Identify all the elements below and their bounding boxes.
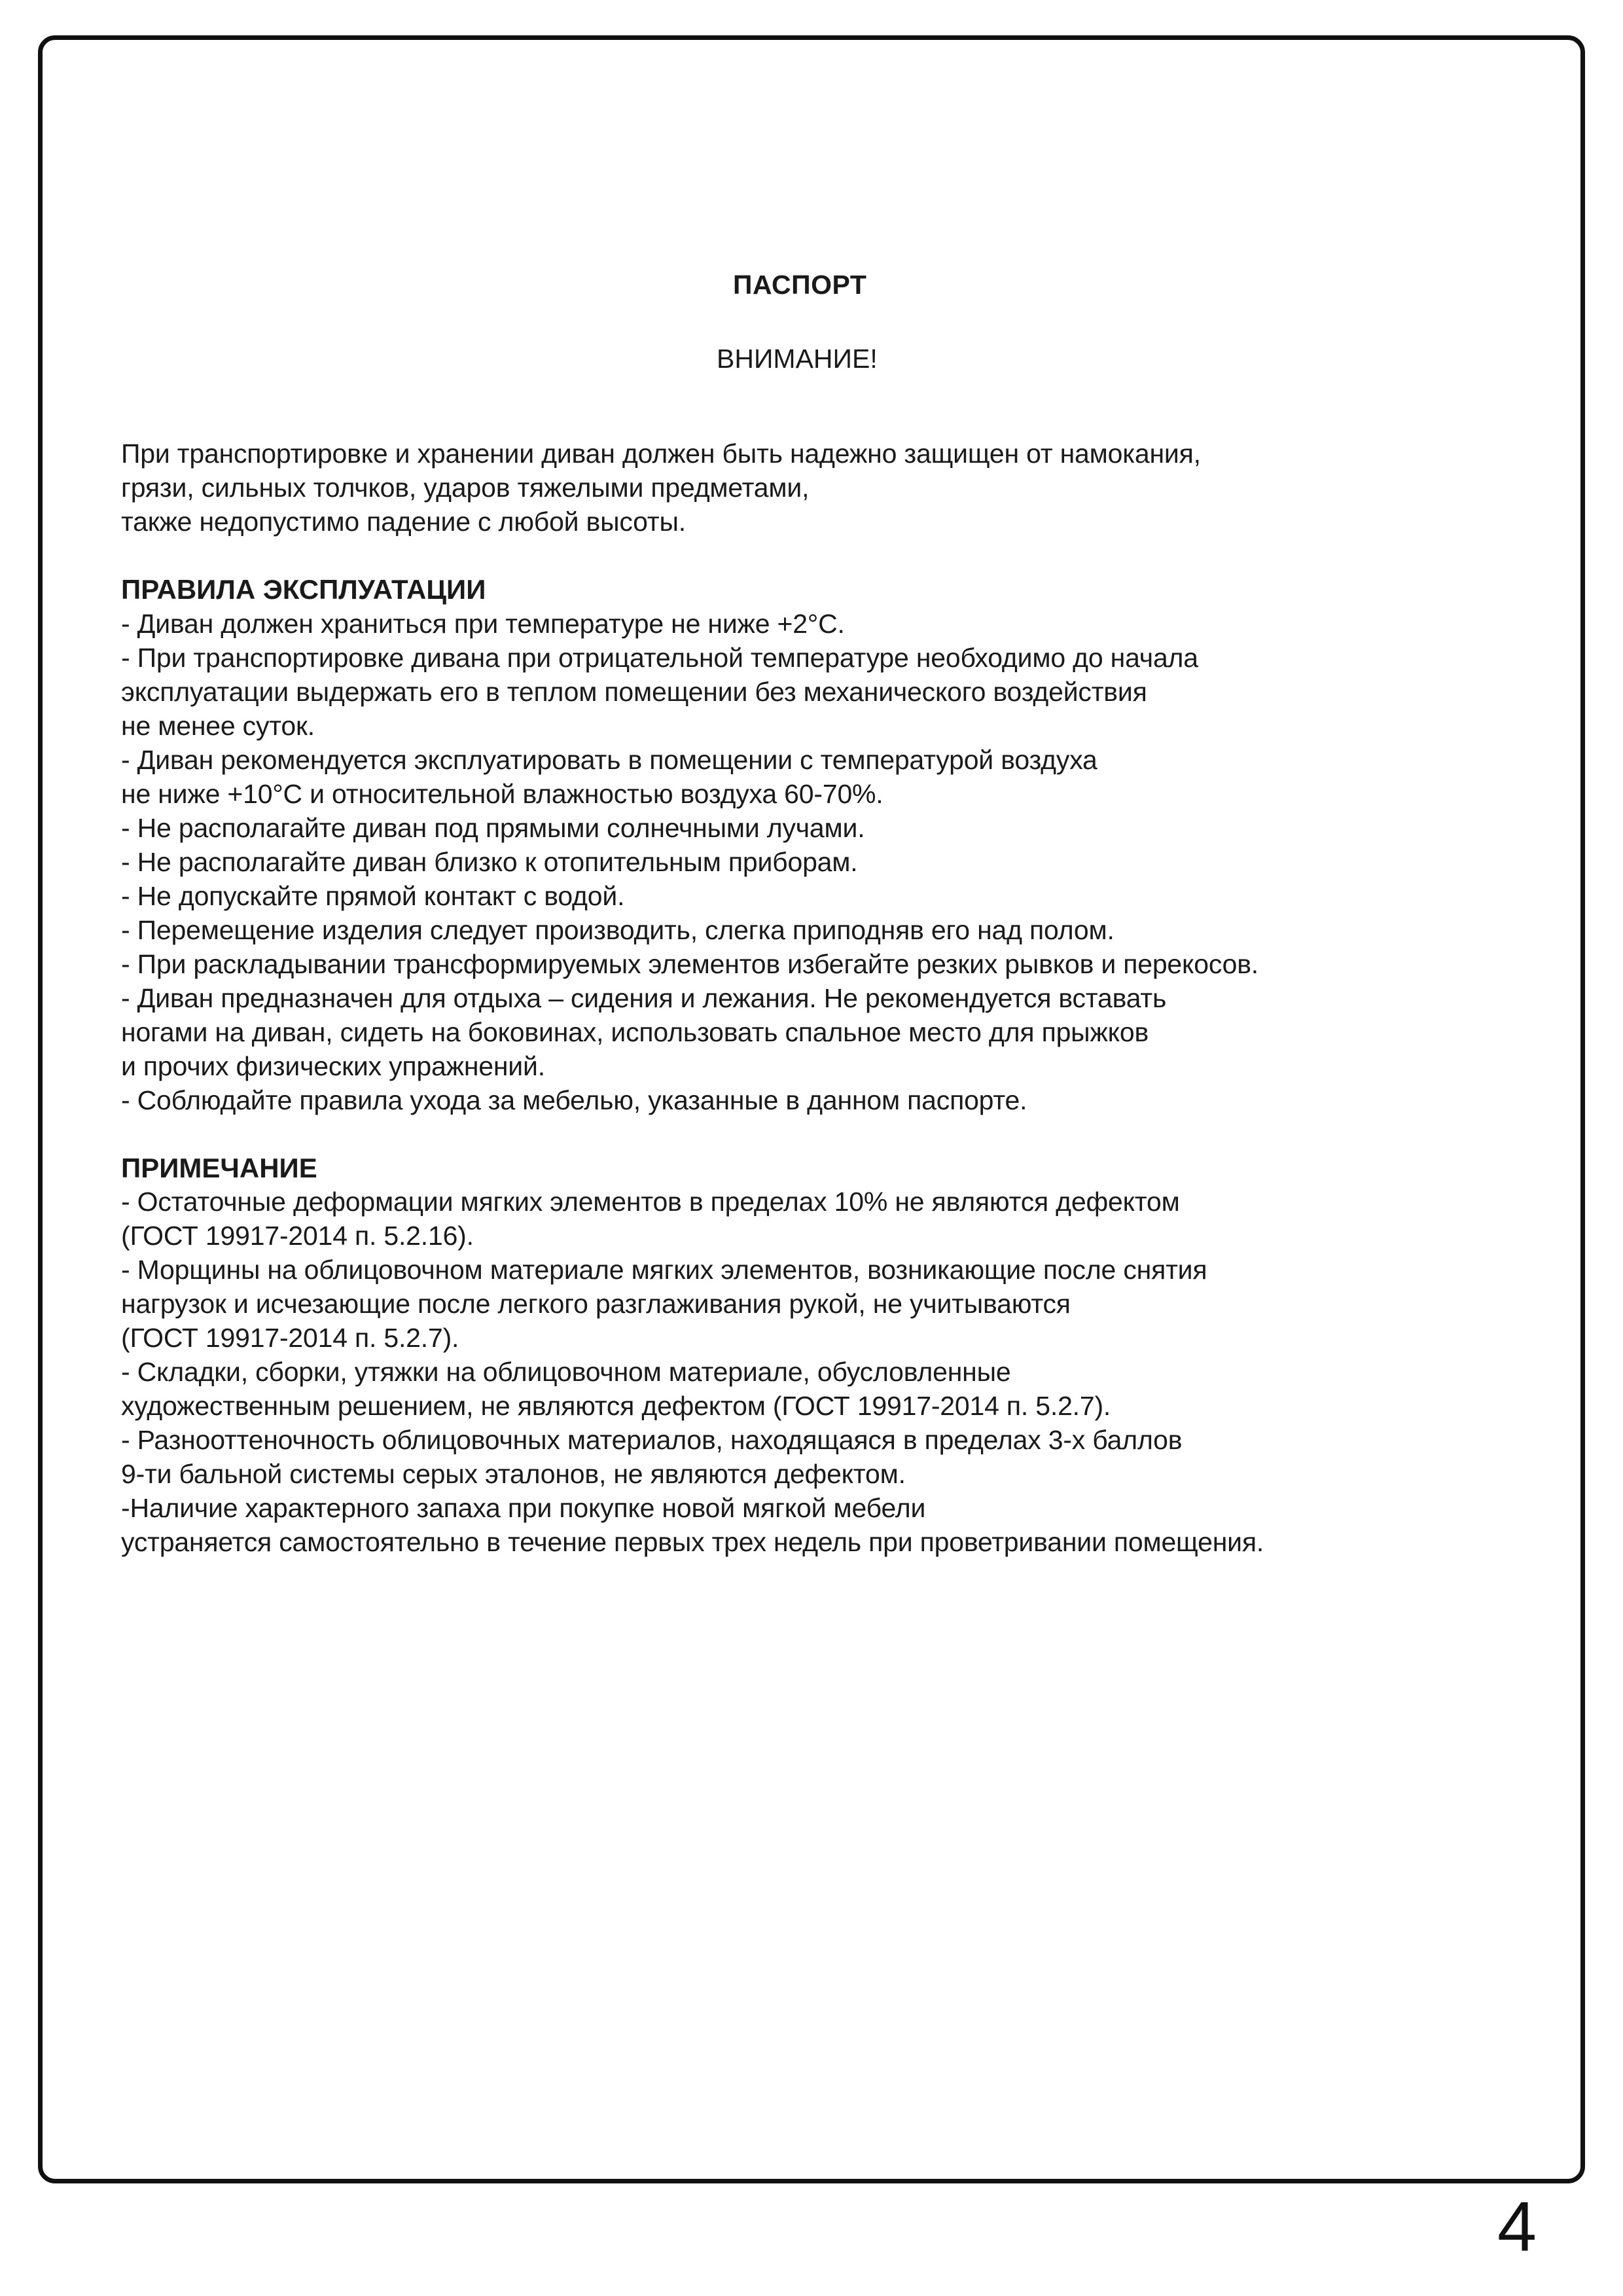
note-line: - Морщины на облицовочном материале мягких элементов, возникающие после снятия [121, 1255, 1207, 1285]
rule-line: - Диван предназначен для отдыха – сидения и лежания. Не рекомендуется вставать [121, 982, 1167, 1013]
intro-paragraph [121, 437, 1590, 539]
intro-line: При транспортировке и хранении диван должен быть надежно защищен от намокания, [121, 439, 1201, 469]
page-title: ПАСПОРТ [733, 270, 867, 300]
intro-line: также недопустимо падение с любой высоты. [121, 507, 686, 537]
note-line: -Наличие характерного запаха при покупке новой мягкой мебели [121, 1493, 926, 1524]
rule-line: - Диван должен храниться при температуре не ниже +2°C. [121, 608, 845, 639]
rule-line: - Не располагайте диван под прямыми солнечными лучами. [121, 812, 865, 843]
rule-line: - При раскладывании трансформируемых элементов избегайте резких рывков и перекосов. [121, 948, 1258, 979]
section-operating-rules [121, 575, 1590, 1117]
rule-line: - Перемещение изделия следует производить, слегка приподняв его над полом. [121, 914, 1115, 945]
note-line: 9-ти бальной системы серых эталонов, не являются дефектом. [121, 1459, 906, 1490]
section-heading: ПРИМЕЧАНИЕ [121, 1152, 317, 1183]
rule-line: и прочих физических упражнений. [121, 1050, 545, 1081]
rule-line: - Диван рекомендуется эксплуатировать в помещении с температурой воздуха [121, 744, 1097, 775]
note-line: художественным решением, не являются дефектом (ГОСТ 19917-2014 п. 5.2.7). [121, 1391, 1111, 1422]
rule-line: - При транспортировке дивана при отрицательной температуре необходимо до начала [121, 642, 1198, 673]
rule-line: - Не допускайте прямой контакт с водой. [121, 880, 625, 911]
note-line: (ГОСТ 19917-2014 п. 5.2.16). [121, 1221, 474, 1251]
note-line: - Разнооттеночность облицовочных материалов, находящаяся в пределах 3-х баллов [121, 1425, 1183, 1456]
intro-line: грязи, сильных толчков, ударов тяжелыми предметами, [121, 473, 810, 503]
rule-line: - Соблюдайте правила ухода за мебелью, указанные в данном паспорте. [121, 1085, 1027, 1115]
note-line: устраняется самостоятельно в течение первых трех недель при проветривании помещения. [121, 1527, 1264, 1558]
note-line: (ГОСТ 19917-2014 п. 5.2.7). [121, 1323, 459, 1354]
section-heading: ПРАВИЛА ЭКСПЛУАТАЦИИ [121, 574, 486, 605]
note-line: - Складки, сборки, утяжки на облицовочном материале, обусловленные [121, 1357, 1011, 1388]
page-number: 4 [1497, 2187, 1537, 2266]
rule-line: не менее суток. [121, 710, 315, 741]
attention-heading: ВНИМАНИЕ! [717, 344, 878, 374]
note-line: нагрузок и исчезающие после легкого разглаживания рукой, не учитываются [121, 1289, 1071, 1319]
rule-line: - Не располагайте диван близко к отопительным приборам. [121, 846, 858, 877]
rule-line: ногами на диван, сидеть на боковинах, использовать спальное место для прыжков [121, 1016, 1149, 1047]
note-line: - Остаточные деформации мягких элементов в пределах 10% не являются дефектом [121, 1187, 1180, 1217]
rule-line: не ниже +10°C и относительной влажностью воздуха 60-70%. [121, 778, 883, 809]
section-notes [121, 1154, 1590, 1560]
document-content [121, 272, 1590, 1559]
rule-line: эксплуатации выдержать его в теплом помещении без механического воздействия [121, 676, 1147, 707]
